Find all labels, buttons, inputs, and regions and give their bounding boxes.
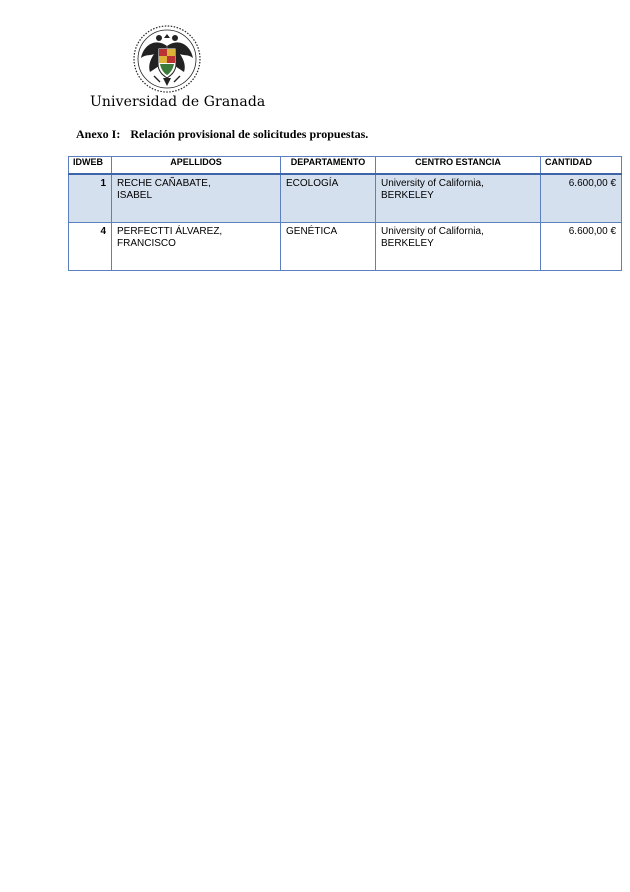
applications-table [68,156,622,271]
annex-heading [76,127,368,142]
column-header-centro-estancia: CENTRO ESTANCIA [376,157,541,175]
column-header-cantidad: CANTIDAD [541,157,622,175]
table-row [69,223,622,271]
apellidos-line: FRANCISCO [117,238,176,249]
university-crest-icon [132,24,202,94]
university-logo [86,22,266,114]
annex-title: Relación provisional de solicitudes propuestas. [130,127,369,141]
cell-departamento: ECOLOGÍA [281,174,376,223]
cell-cantidad: 6.600,00 € [541,223,622,271]
centro-line: University of California, [381,226,484,237]
table-header-row [69,157,622,175]
apellidos-line: PERFECTTI ÁLVAREZ, [117,226,223,237]
cell-idweb: 4 [69,223,112,271]
table-row [69,174,622,223]
cell-departamento: GENÉTICA [281,223,376,271]
column-header-departamento: DEPARTAMENTO [281,157,376,175]
cell-idweb: 1 [69,174,112,223]
annex-label: Anexo I: [76,127,121,141]
cell-centro-estancia [376,223,541,271]
centro-line: BERKELEY [381,190,434,201]
apellidos-line: RECHE CAÑABATE, [117,178,211,189]
column-header-idweb: IDWEB [69,157,112,175]
apellidos-line: ISABEL [117,190,153,201]
cell-apellidos [112,174,281,223]
cell-cantidad: 6.600,00 € [541,174,622,223]
cell-centro-estancia [376,174,541,223]
column-header-apellidos: APELLIDOS [112,157,281,175]
university-name: Universidad de Granada [90,94,266,110]
centro-line: BERKELEY [381,238,434,249]
cell-apellidos [112,223,281,271]
centro-line: University of California, [381,178,484,189]
